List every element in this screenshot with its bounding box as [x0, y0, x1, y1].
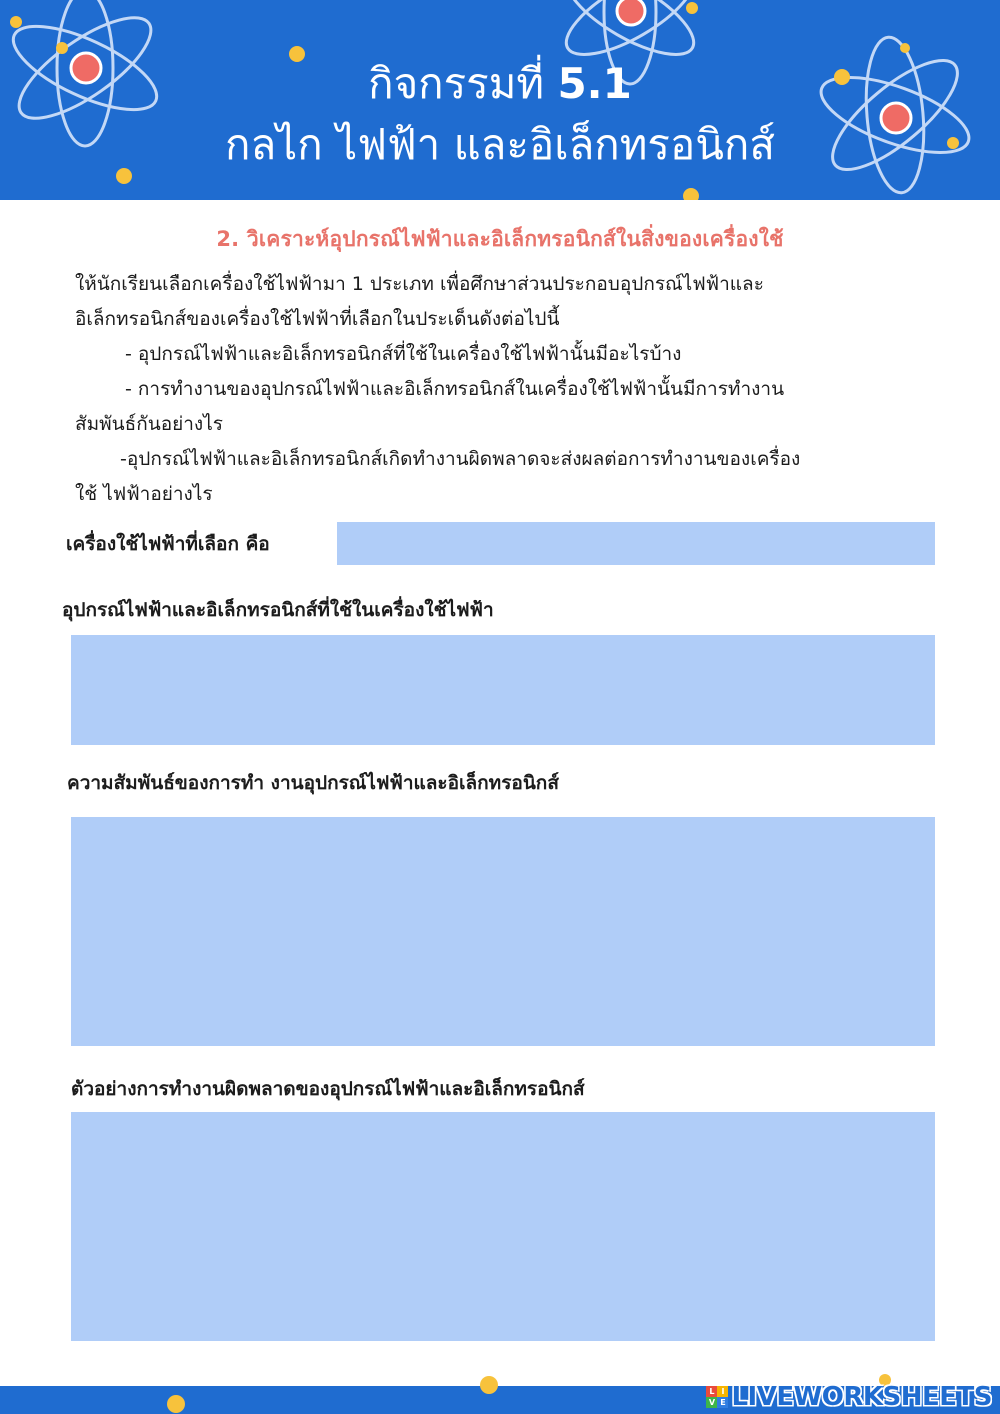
malfunction-input[interactable]	[71, 1112, 935, 1341]
brand-name: LIVEWORKSHEETS	[731, 1382, 992, 1412]
instruction-line: ให้นักเรียนเลือกเครื่องใช้ไฟฟ้ามา 1 ประเภท เพื่อศึกษาส่วนประกอบอุปกรณ์ไฟฟ้าและ	[75, 273, 764, 295]
instruction-line: สัมพันธ์กันอย่างไร	[75, 413, 223, 435]
page-title	[0, 58, 1000, 110]
instructions	[75, 267, 945, 512]
instruction-bullet: -อุปกรณ์ไฟฟ้าและอิเล็กทรอนิกส์เกิดทำงานผิดพลาดจะส่งผลต่อการทำงานของเครื่อง	[120, 448, 801, 470]
section-heading: 2. วิเคราะห์อุปกรณ์ไฟฟ้าและอิเล็กทรอนิกส์ในสิ่งของเครื่องใช้	[216, 227, 784, 251]
logo-letter: I	[717, 1386, 728, 1397]
instruction-bullet: - อุปกรณ์ไฟฟ้าและอิเล็กทรอนิกส์ที่ใช้ในเครื่องใช้ไฟฟ้านั้นมีอะไรบ้าง	[125, 343, 682, 365]
components-label: อุปกรณ์ไฟฟ้าและอิเล็กทรอนิกส์ที่ใช้ในเครื่องใช้ไฟฟ้า	[62, 599, 494, 621]
malfunction-label: ตัวอย่างการทำงานผิดพลาดของอุปกรณ์ไฟฟ้าและอิเล็กทรอนิกส์	[71, 1078, 585, 1100]
header-banner	[0, 0, 1000, 200]
liveworksheets-logo-icon	[706, 1386, 728, 1408]
title-prefix: กิจกรรมที่	[368, 59, 558, 108]
appliance-label: เครื่องใช้ไฟฟ้าที่เลือก คือ	[66, 533, 270, 555]
page-subtitle: กลไก ไฟฟ้า และอิเล็กทรอนิกส์	[225, 120, 775, 169]
instruction-line: ใช้ ไฟฟ้าอย่างไร	[75, 483, 213, 505]
instruction-line: อิเล็กทรอนิกส์ของเครื่องใช้ไฟฟ้าที่เลือกในประเด็นดังต่อไปนี้	[75, 308, 560, 330]
logo-letter: E	[717, 1397, 728, 1408]
components-input[interactable]	[71, 635, 935, 745]
logo-letter: L	[706, 1386, 717, 1397]
appliance-input[interactable]	[337, 522, 935, 565]
relation-input[interactable]	[71, 817, 935, 1046]
logo-letter: V	[706, 1397, 717, 1408]
brand-watermark[interactable]	[706, 1380, 992, 1414]
instruction-bullet: - การทำงานของอุปกรณ์ไฟฟ้าและอิเล็กทรอนิกส์ในเครื่องใช้ไฟฟ้านั้นมีการทำงาน	[125, 378, 785, 400]
relation-label: ความสัมพันธ์ของการทำ งานอุปกรณ์ไฟฟ้าและอิเล็กทรอนิกส์	[67, 772, 559, 794]
activity-number: 5.1	[557, 59, 632, 108]
